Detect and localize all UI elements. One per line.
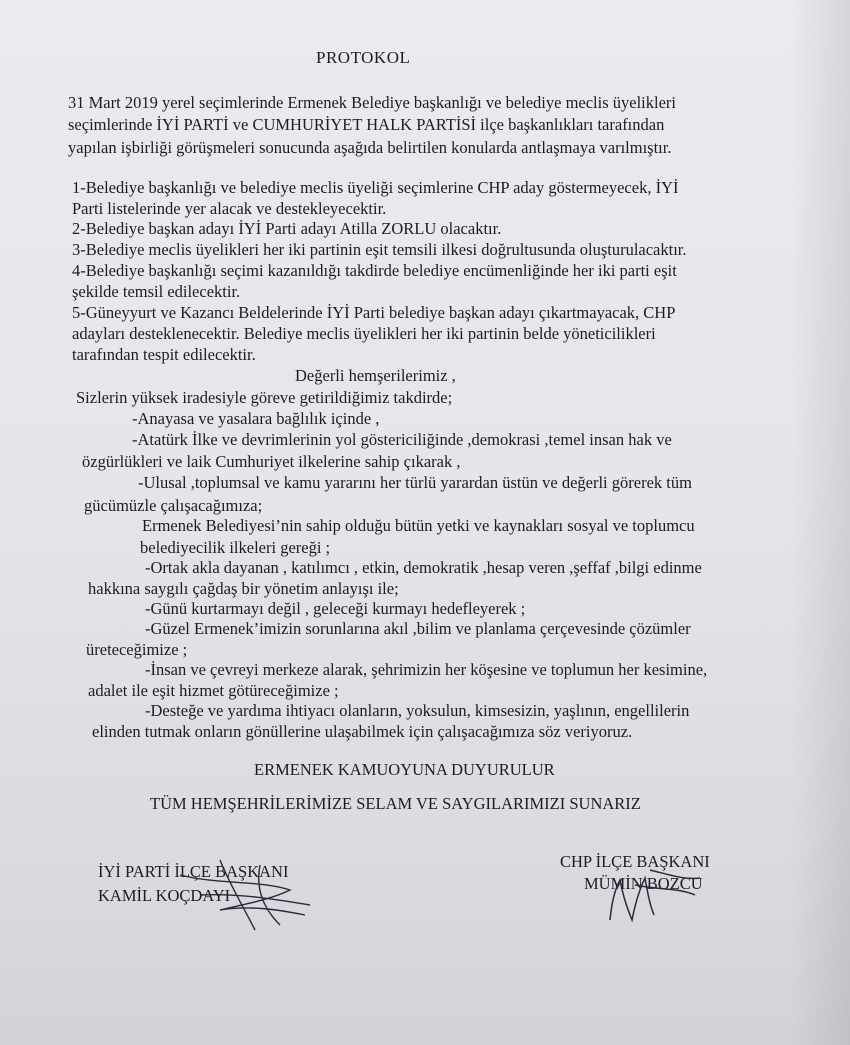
pledge-line: üreteceğimize ;	[86, 640, 188, 659]
pledge-line: Sizlerin yüksek iradesiyle göreve getirildiğimiz takdirde;	[76, 388, 453, 407]
intro-line: 31 Mart 2019 yerel seçimlerinde Ermenek Belediye başkanlığı ve belediye meclis üyelikleri	[68, 93, 677, 112]
item-line: 4-Belediye başkanlığı seçimi kazanıldığı takdirde belediye encümenliğinde her iki parti eşit	[72, 261, 677, 280]
item-line: adayları desteklenecektir. Belediye meclis üyelikleri her iki partinin belde yöneticilikleri	[72, 324, 656, 343]
left-signatory-role: İYİ PARTİ İLÇE BAŞKANI	[98, 862, 289, 881]
pledge-line: -Günü kurtarmayı değil , geleceği kurmayı hedefleyerek ;	[145, 599, 526, 618]
pledge-line: elinden tutmak onların gönüllerine ulaşabilmek için çalışacağımıza söz veriyoruz.	[92, 722, 633, 741]
item-line: 2-Belediye başkan adayı İYİ Parti adayı Atilla ZORLU olacaktır.	[72, 219, 502, 238]
pledge-line: adalet ile eşit hizmet götüreceğimize ;	[88, 681, 339, 700]
regards-line: TÜM HEMŞEHRİLERİMİZE SELAM VE SAYGILARIMIZI SUNARIZ	[150, 794, 641, 813]
pledge-line: -Ulusal ,toplumsal ve kamu yararını her türlü yarardan üstün ve değerli görerek tüm	[138, 473, 692, 492]
pledge-line: Ermenek Belediyesi’nin sahip olduğu bütün yetki ve kaynakları sosyal ve toplumcu	[142, 516, 695, 535]
pledge-line: belediyecilik ilkeleri gereği ;	[140, 538, 331, 557]
item-line: Parti listelerinde yer alacak ve destekleyecektir.	[72, 199, 387, 218]
pledge-line: -Anayasa ve yasalara bağlılık içinde ,	[132, 409, 380, 428]
left-signatory-name: KAMİL KOÇDAYI	[98, 886, 231, 905]
right-signatory-name: MÜMİN BOZCU	[584, 874, 703, 893]
left-signature-mark	[160, 855, 330, 935]
pledge-line: -Ortak akla dayanan , katılımcı , etkin, demokratik ,hesap veren ,şeffaf ,bilgi edinme	[145, 558, 702, 577]
paper-edge-shadow	[790, 0, 850, 1045]
pledge-line: hakkına saygılı çağdaş bir yönetim anlayışı ile;	[88, 579, 399, 598]
greeting: Değerli hemşerilerimiz ,	[295, 366, 456, 385]
item-line: şekilde temsil edilecektir.	[72, 282, 241, 301]
right-signature-mark	[590, 850, 710, 930]
pledge-line: özgürlükleri ve laik Cumhuriyet ilkelerine sahip çıkarak ,	[82, 452, 461, 471]
pledge-line: -İnsan ve çevreyi merkeze alarak, şehrimizin her köşesine ve toplumun her kesimine,	[145, 660, 708, 679]
item-line: tarafından tespit edilecektir.	[72, 345, 256, 364]
item-line: 1-Belediye başkanlığı ve belediye meclis üyeliği seçimlerine CHP aday göstermeyecek, İYİ	[72, 178, 679, 197]
item-line: 3-Belediye meclis üyelikleri her iki partinin eşit temsili ilkesi doğrultusunda oluşturulacaktır.	[72, 240, 687, 259]
right-signatory-role: CHP İLÇE BAŞKANI	[560, 852, 710, 871]
announcement: ERMENEK KAMUOYUNA DUYURULUR	[254, 760, 555, 779]
item-line: 5-Güneyyurt ve Kazancı Beldelerinde İYİ Parti belediye başkan adayı çıkartmayacak, CHP	[72, 303, 676, 322]
intro-line: yapılan işbirliği görüşmeleri sonucunda aşağıda belirtilen konularda antlaşmaya varılmıştır.	[68, 138, 672, 157]
document-title: PROTOKOL	[316, 48, 411, 67]
pledge-line: -Atatürk İlke ve devrimlerinin yol göstericiliğinde ,demokrasi ,temel insan hak ve	[132, 430, 672, 449]
pledge-line: gücümüzle çalışacağımıza;	[84, 496, 263, 515]
intro-line: seçimlerinde İYİ PARTİ ve CUMHURİYET HALK PARTİSİ ilçe başkanlıkları tarafından	[68, 115, 665, 134]
pledge-line: -Desteğe ve yardıma ihtiyacı olanların, yoksulun, kimsesizin, yaşlının, engellilerin	[145, 701, 690, 720]
pledge-line: -Güzel Ermenek’imizin sorunlarına akıl ,bilim ve planlama çerçevesinde çözümler	[145, 619, 691, 638]
